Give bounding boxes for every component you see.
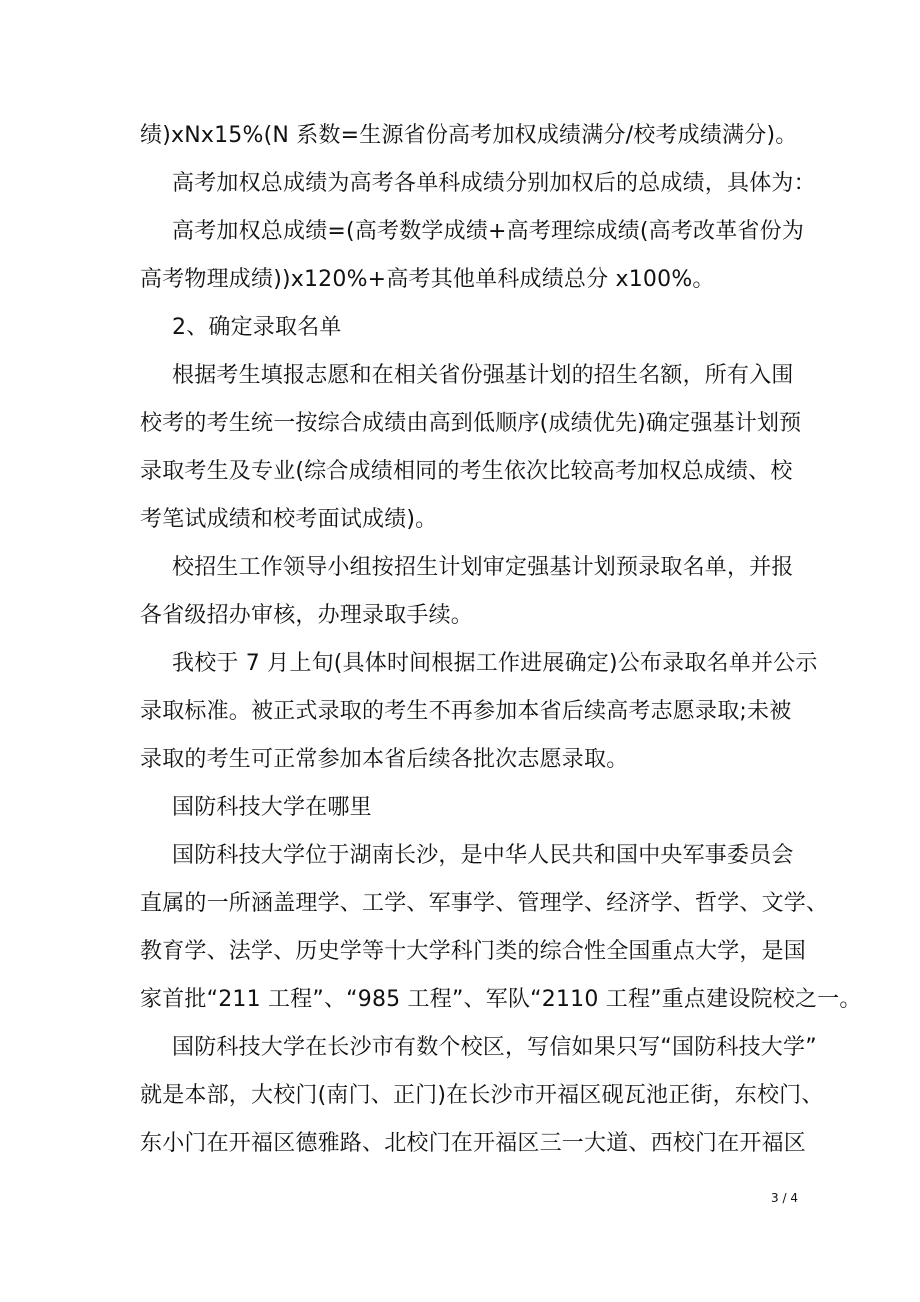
text-line: 就是本部，大校门(南门、正门)在长沙市开福区砚瓦池正街，东校门、 — [140, 1083, 824, 1108]
text-line: 高考加权总成绩为高考各单科成绩分别加权后的总成绩，具体为： — [172, 171, 816, 196]
section-heading: 2、确定录取名单 — [172, 315, 342, 340]
text-line: 高考加权总成绩=(高考数学成绩+高考理综成绩(高考改革省份为 — [172, 219, 805, 244]
text-line: 我校于 7 月上旬(具体时间根据工作进展确定)公布录取名单并公示 — [172, 651, 818, 676]
text-line: 根据考生填报志愿和在相关省份强基计划的招生名额，所有入围 — [172, 363, 794, 388]
text-line: 各省级招办审核，办理录取手续。 — [140, 603, 474, 628]
text-line: 录取的考生可正常参加本省后续各批次志愿录取。 — [140, 747, 629, 772]
text-line: 家首批“211 工程”、“985 工程”、军队“2110 工程”重点建设院校之一。 — [140, 987, 862, 1012]
text-line: 国防科技大学位于湖南长沙，是中华人民共和国中央军事委员会 — [172, 843, 794, 868]
text-line: 录取考生及专业(综合成绩相同的考生依次比较高考加权总成绩、校 — [140, 459, 793, 484]
document-body — [140, 112, 862, 1168]
page-number: 3 / 4 — [771, 1191, 798, 1205]
text-line: 国防科技大学在长沙市有数个校区，写信如果只写“国防科技大学” — [172, 1035, 817, 1060]
text-line: 高考物理成绩))x120%+高考其他单科成绩总分 x100%。 — [140, 267, 715, 292]
text-line: 教育学、法学、历史学等十大学科门类的综合性全国重点大学，是国 — [140, 939, 807, 964]
section-heading: 国防科技大学在哪里 — [172, 795, 372, 820]
text-line: 校考的考生统一按综合成绩由高到低顺序(成绩优先)确定强基计划预 — [140, 411, 802, 436]
text-line: 录取标准。被正式录取的考生不再参加本省后续高考志愿录取;未被 — [140, 699, 792, 724]
text-line: 考笔试成绩和校考面试成绩)。 — [140, 507, 438, 532]
text-line: 东小门在开福区德雅路、北校门在开福区三一大道、西校门在开福区 — [140, 1131, 807, 1156]
text-line: 直属的一所涵盖理学、工学、军事学、管理学、经济学、哲学、文学、 — [140, 891, 829, 916]
text-line: 绩)xNx15%(N 系数=生源省份高考加权成绩满分/校考成绩满分)。 — [140, 123, 798, 148]
text-line: 校招生工作领导小组按招生计划审定强基计划预录取名单，并报 — [172, 555, 794, 580]
